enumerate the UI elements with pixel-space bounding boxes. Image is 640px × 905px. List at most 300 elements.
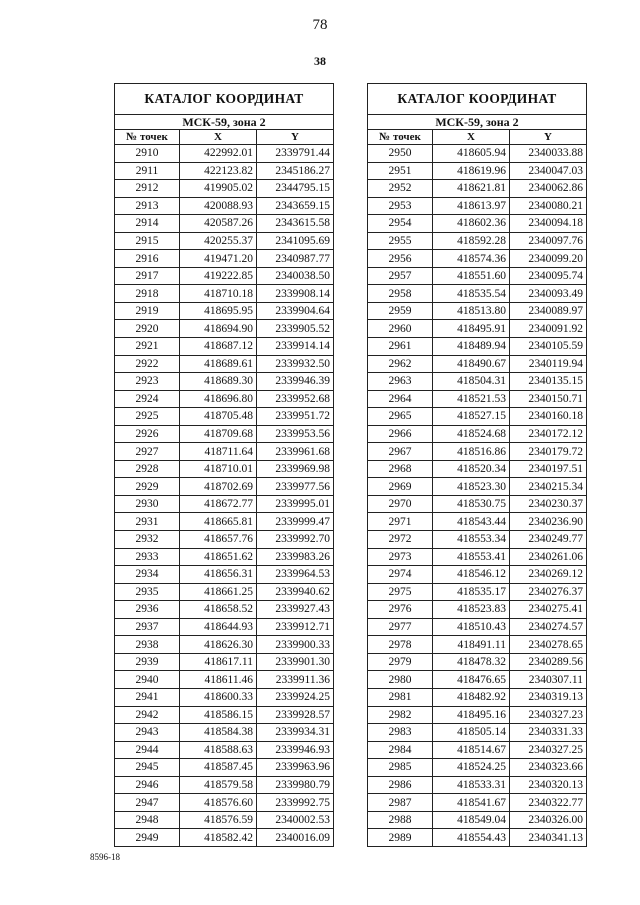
y-coordinate-cell: 2340261.06 xyxy=(510,548,587,566)
y-coordinate-cell: 2339964.53 xyxy=(257,566,334,584)
point-number-cell: 2950 xyxy=(368,145,433,163)
table-row xyxy=(115,724,334,742)
point-number-cell: 2943 xyxy=(115,724,180,742)
point-number-cell: 2959 xyxy=(368,302,433,320)
point-number-cell: 2932 xyxy=(115,531,180,549)
table-row xyxy=(368,180,587,198)
table-row xyxy=(368,794,587,812)
column-header-x: X xyxy=(180,130,257,145)
table-row xyxy=(115,145,334,163)
x-coordinate-cell: 418611.46 xyxy=(180,671,257,689)
x-coordinate-cell: 418523.83 xyxy=(433,601,510,619)
y-coordinate-cell: 2340323.66 xyxy=(510,759,587,777)
point-number-cell: 2948 xyxy=(115,811,180,829)
table-row xyxy=(115,197,334,215)
table-row xyxy=(115,162,334,180)
y-coordinate-cell: 2339999.47 xyxy=(257,513,334,531)
x-coordinate-cell: 420255.37 xyxy=(180,232,257,250)
table-row xyxy=(115,338,334,356)
y-coordinate-cell: 2340326.00 xyxy=(510,811,587,829)
table-row xyxy=(368,145,587,163)
table-row xyxy=(115,811,334,829)
point-number-cell: 2923 xyxy=(115,373,180,391)
y-coordinate-cell: 2340095.74 xyxy=(510,267,587,285)
point-number-cell: 2916 xyxy=(115,250,180,268)
table-row xyxy=(368,425,587,443)
y-coordinate-cell: 2340327.25 xyxy=(510,741,587,759)
point-number-cell: 2924 xyxy=(115,390,180,408)
x-coordinate-cell: 418524.25 xyxy=(433,759,510,777)
y-coordinate-cell: 2340172.12 xyxy=(510,425,587,443)
table-row xyxy=(115,250,334,268)
y-coordinate-cell: 2339901.30 xyxy=(257,653,334,671)
y-coordinate-cell: 2340987.77 xyxy=(257,250,334,268)
point-number-cell: 2958 xyxy=(368,285,433,303)
y-coordinate-cell: 2345186.27 xyxy=(257,162,334,180)
y-coordinate-cell: 2340119.94 xyxy=(510,355,587,373)
point-number-cell: 2970 xyxy=(368,495,433,513)
y-coordinate-cell: 2343659.15 xyxy=(257,197,334,215)
point-number-cell: 2911 xyxy=(115,162,180,180)
y-coordinate-cell: 2340278.65 xyxy=(510,636,587,654)
y-coordinate-cell: 2339908.14 xyxy=(257,285,334,303)
point-number-cell: 2918 xyxy=(115,285,180,303)
y-coordinate-cell: 2339983.26 xyxy=(257,548,334,566)
table-row xyxy=(368,548,587,566)
table-row xyxy=(115,215,334,233)
point-number-cell: 2954 xyxy=(368,215,433,233)
x-coordinate-cell: 418584.38 xyxy=(180,724,257,742)
x-coordinate-cell: 418490.67 xyxy=(433,355,510,373)
point-number-cell: 2983 xyxy=(368,724,433,742)
table-row xyxy=(368,566,587,584)
point-number-cell: 2961 xyxy=(368,338,433,356)
x-coordinate-cell: 418478.32 xyxy=(433,653,510,671)
x-coordinate-cell: 418644.93 xyxy=(180,618,257,636)
y-coordinate-cell: 2340089.97 xyxy=(510,302,587,320)
table-row xyxy=(368,408,587,426)
y-coordinate-cell: 2340197.51 xyxy=(510,460,587,478)
coordinate-system-zone: МСК-59, зона 2 xyxy=(115,115,334,130)
x-coordinate-cell: 418613.97 xyxy=(433,197,510,215)
point-number-cell: 2986 xyxy=(368,776,433,794)
table-row xyxy=(368,390,587,408)
table-row xyxy=(115,320,334,338)
x-coordinate-cell: 418710.18 xyxy=(180,285,257,303)
point-number-cell: 2975 xyxy=(368,583,433,601)
x-coordinate-cell: 418489.94 xyxy=(433,338,510,356)
x-coordinate-cell: 418587.45 xyxy=(180,759,257,777)
x-coordinate-cell: 418576.59 xyxy=(180,811,257,829)
table-row xyxy=(368,601,587,619)
y-coordinate-cell: 2341095.69 xyxy=(257,232,334,250)
x-coordinate-cell: 418710.01 xyxy=(180,460,257,478)
y-coordinate-cell: 2340179.72 xyxy=(510,443,587,461)
coordinate-catalog-table-left xyxy=(114,83,334,847)
table-row xyxy=(368,829,587,847)
x-coordinate-cell: 418696.80 xyxy=(180,390,257,408)
point-number-cell: 2977 xyxy=(368,618,433,636)
point-number-cell: 2957 xyxy=(368,267,433,285)
table-row xyxy=(115,408,334,426)
table-row xyxy=(368,478,587,496)
y-coordinate-cell: 2340215.34 xyxy=(510,478,587,496)
y-coordinate-cell: 2339992.75 xyxy=(257,794,334,812)
table-row xyxy=(115,443,334,461)
table-row xyxy=(115,355,334,373)
table-row xyxy=(368,741,587,759)
point-number-cell: 2917 xyxy=(115,267,180,285)
x-coordinate-cell: 418588.63 xyxy=(180,741,257,759)
y-coordinate-cell: 2339904.64 xyxy=(257,302,334,320)
point-number-cell: 2928 xyxy=(115,460,180,478)
x-coordinate-cell: 418665.81 xyxy=(180,513,257,531)
y-coordinate-cell: 2340099.20 xyxy=(510,250,587,268)
table-row xyxy=(115,741,334,759)
point-number-cell: 2980 xyxy=(368,671,433,689)
page-number: 78 xyxy=(312,17,328,33)
point-number-cell: 2974 xyxy=(368,566,433,584)
point-number-cell: 2940 xyxy=(115,671,180,689)
table-row xyxy=(368,618,587,636)
x-coordinate-cell: 418672.77 xyxy=(180,495,257,513)
x-coordinate-cell: 418535.54 xyxy=(433,285,510,303)
x-coordinate-cell: 418520.34 xyxy=(433,460,510,478)
point-number-cell: 2914 xyxy=(115,215,180,233)
x-coordinate-cell: 422992.01 xyxy=(180,145,257,163)
x-coordinate-cell: 418546.12 xyxy=(433,566,510,584)
x-coordinate-cell: 418617.11 xyxy=(180,653,257,671)
point-number-cell: 2946 xyxy=(115,776,180,794)
coordinate-catalog-table-right xyxy=(367,83,587,847)
x-coordinate-cell: 418651.62 xyxy=(180,548,257,566)
table-row xyxy=(368,373,587,391)
table-row xyxy=(115,688,334,706)
point-number-cell: 2971 xyxy=(368,513,433,531)
point-number-cell: 2964 xyxy=(368,390,433,408)
table-row xyxy=(115,706,334,724)
x-coordinate-cell: 418694.90 xyxy=(180,320,257,338)
y-coordinate-cell: 2339911.36 xyxy=(257,671,334,689)
point-number-cell: 2919 xyxy=(115,302,180,320)
y-coordinate-cell: 2340230.37 xyxy=(510,495,587,513)
catalog-title: КАТАЛОГ КООРДИНАТ xyxy=(368,84,587,115)
table-row xyxy=(115,373,334,391)
table-row xyxy=(368,531,587,549)
table-row xyxy=(115,829,334,847)
x-coordinate-cell: 419905.02 xyxy=(180,180,257,198)
x-coordinate-cell: 418491.11 xyxy=(433,636,510,654)
point-number-cell: 2969 xyxy=(368,478,433,496)
x-coordinate-cell: 418513.80 xyxy=(433,302,510,320)
x-coordinate-cell: 418576.60 xyxy=(180,794,257,812)
table-row xyxy=(368,302,587,320)
table-row xyxy=(115,601,334,619)
y-coordinate-cell: 2340327.23 xyxy=(510,706,587,724)
x-coordinate-cell: 418582.42 xyxy=(180,829,257,847)
table-row xyxy=(115,478,334,496)
point-number-cell: 2979 xyxy=(368,653,433,671)
y-coordinate-cell: 2340274.57 xyxy=(510,618,587,636)
y-coordinate-cell: 2339946.39 xyxy=(257,373,334,391)
table-row xyxy=(368,355,587,373)
x-coordinate-cell: 418505.14 xyxy=(433,724,510,742)
point-number-cell: 2956 xyxy=(368,250,433,268)
y-coordinate-cell: 2340135.15 xyxy=(510,373,587,391)
point-number-cell: 2953 xyxy=(368,197,433,215)
y-coordinate-cell: 2340091.92 xyxy=(510,320,587,338)
point-number-cell: 2936 xyxy=(115,601,180,619)
y-coordinate-cell: 2340038.50 xyxy=(257,267,334,285)
y-coordinate-cell: 2340047.03 xyxy=(510,162,587,180)
y-coordinate-cell: 2340289.56 xyxy=(510,653,587,671)
x-coordinate-cell: 418619.96 xyxy=(433,162,510,180)
catalog-title: КАТАЛОГ КООРДИНАТ xyxy=(115,84,334,115)
x-coordinate-cell: 420088.93 xyxy=(180,197,257,215)
column-header-point-number: № точек xyxy=(368,130,433,145)
x-coordinate-cell: 418553.34 xyxy=(433,531,510,549)
point-number-cell: 2985 xyxy=(368,759,433,777)
x-coordinate-cell: 418553.41 xyxy=(433,548,510,566)
y-coordinate-cell: 2340080.21 xyxy=(510,197,587,215)
x-coordinate-cell: 418657.76 xyxy=(180,531,257,549)
table-row xyxy=(115,759,334,777)
x-coordinate-cell: 418549.04 xyxy=(433,811,510,829)
y-coordinate-cell: 2340150.71 xyxy=(510,390,587,408)
point-number-cell: 2934 xyxy=(115,566,180,584)
x-coordinate-cell: 418605.94 xyxy=(433,145,510,163)
point-number-cell: 2981 xyxy=(368,688,433,706)
y-coordinate-cell: 2339951.72 xyxy=(257,408,334,426)
table-row xyxy=(368,583,587,601)
point-number-cell: 2935 xyxy=(115,583,180,601)
y-coordinate-cell: 2340341.13 xyxy=(510,829,587,847)
point-number-cell: 2967 xyxy=(368,443,433,461)
point-number-cell: 2960 xyxy=(368,320,433,338)
point-number-cell: 2944 xyxy=(115,741,180,759)
x-coordinate-cell: 418574.36 xyxy=(433,250,510,268)
table-row xyxy=(115,794,334,812)
table-row xyxy=(368,688,587,706)
x-coordinate-cell: 418495.16 xyxy=(433,706,510,724)
x-coordinate-cell: 418626.30 xyxy=(180,636,257,654)
column-header-y: Y xyxy=(257,130,334,145)
table-row xyxy=(368,232,587,250)
x-coordinate-cell: 418510.43 xyxy=(433,618,510,636)
table-row xyxy=(115,653,334,671)
y-coordinate-cell: 2339927.43 xyxy=(257,601,334,619)
table-row xyxy=(115,390,334,408)
y-coordinate-cell: 2340236.90 xyxy=(510,513,587,531)
y-coordinate-cell: 2339969.98 xyxy=(257,460,334,478)
y-coordinate-cell: 2339953.56 xyxy=(257,425,334,443)
y-coordinate-cell: 2340307.11 xyxy=(510,671,587,689)
table-row xyxy=(368,724,587,742)
table-row xyxy=(115,425,334,443)
table-row xyxy=(115,495,334,513)
point-number-cell: 2920 xyxy=(115,320,180,338)
point-number-cell: 2931 xyxy=(115,513,180,531)
table-row xyxy=(368,250,587,268)
y-coordinate-cell: 2343615.58 xyxy=(257,215,334,233)
point-number-cell: 2972 xyxy=(368,531,433,549)
x-coordinate-cell: 418541.67 xyxy=(433,794,510,812)
table-row xyxy=(115,267,334,285)
x-coordinate-cell: 418602.36 xyxy=(433,215,510,233)
x-coordinate-cell: 418514.67 xyxy=(433,741,510,759)
y-coordinate-cell: 2340269.12 xyxy=(510,566,587,584)
y-coordinate-cell: 2339914.14 xyxy=(257,338,334,356)
x-coordinate-cell: 418533.31 xyxy=(433,776,510,794)
table-row xyxy=(115,566,334,584)
x-coordinate-cell: 418711.64 xyxy=(180,443,257,461)
y-coordinate-cell: 2340033.88 xyxy=(510,145,587,163)
table-row xyxy=(368,267,587,285)
point-number-cell: 2973 xyxy=(368,548,433,566)
x-coordinate-cell: 418661.25 xyxy=(180,583,257,601)
table-row xyxy=(115,776,334,794)
y-coordinate-cell: 2340002.53 xyxy=(257,811,334,829)
table-row xyxy=(115,285,334,303)
table-row xyxy=(368,776,587,794)
y-coordinate-cell: 2339900.33 xyxy=(257,636,334,654)
y-coordinate-cell: 2339791.44 xyxy=(257,145,334,163)
y-coordinate-cell: 2340105.59 xyxy=(510,338,587,356)
point-number-cell: 2933 xyxy=(115,548,180,566)
point-number-cell: 2927 xyxy=(115,443,180,461)
table-row xyxy=(368,636,587,654)
table-row xyxy=(368,460,587,478)
table-row xyxy=(115,671,334,689)
x-coordinate-cell: 418521.53 xyxy=(433,390,510,408)
point-number-cell: 2910 xyxy=(115,145,180,163)
table-row xyxy=(115,180,334,198)
table-row xyxy=(115,232,334,250)
x-coordinate-cell: 418524.68 xyxy=(433,425,510,443)
point-number-cell: 2947 xyxy=(115,794,180,812)
point-number-cell: 2929 xyxy=(115,478,180,496)
point-number-cell: 2912 xyxy=(115,180,180,198)
x-coordinate-cell: 418523.30 xyxy=(433,478,510,496)
y-coordinate-cell: 2340276.37 xyxy=(510,583,587,601)
y-coordinate-cell: 2339940.62 xyxy=(257,583,334,601)
x-coordinate-cell: 418621.81 xyxy=(433,180,510,198)
x-coordinate-cell: 418579.58 xyxy=(180,776,257,794)
point-number-cell: 2949 xyxy=(115,829,180,847)
point-number-cell: 2926 xyxy=(115,425,180,443)
x-coordinate-cell: 418656.31 xyxy=(180,566,257,584)
table-row xyxy=(368,162,587,180)
y-coordinate-cell: 2339946.93 xyxy=(257,741,334,759)
x-coordinate-cell: 418709.68 xyxy=(180,425,257,443)
y-coordinate-cell: 2339905.52 xyxy=(257,320,334,338)
point-number-cell: 2987 xyxy=(368,794,433,812)
x-coordinate-cell: 418586.15 xyxy=(180,706,257,724)
x-coordinate-cell: 418600.33 xyxy=(180,688,257,706)
table-row xyxy=(368,443,587,461)
table-row xyxy=(115,302,334,320)
column-header-point-number: № точек xyxy=(115,130,180,145)
column-header-x: X xyxy=(433,130,510,145)
y-coordinate-cell: 2340094.18 xyxy=(510,215,587,233)
y-coordinate-cell: 2340093.49 xyxy=(510,285,587,303)
x-coordinate-cell: 418689.30 xyxy=(180,373,257,391)
point-number-cell: 2963 xyxy=(368,373,433,391)
x-coordinate-cell: 418658.52 xyxy=(180,601,257,619)
y-coordinate-cell: 2339961.68 xyxy=(257,443,334,461)
table-row xyxy=(368,671,587,689)
y-coordinate-cell: 2339912.71 xyxy=(257,618,334,636)
table-row xyxy=(115,548,334,566)
point-number-cell: 2939 xyxy=(115,653,180,671)
x-coordinate-cell: 418687.12 xyxy=(180,338,257,356)
y-coordinate-cell: 2339977.56 xyxy=(257,478,334,496)
point-number-cell: 2941 xyxy=(115,688,180,706)
point-number-cell: 2913 xyxy=(115,197,180,215)
point-number-cell: 2951 xyxy=(368,162,433,180)
table-row xyxy=(115,460,334,478)
point-number-cell: 2952 xyxy=(368,180,433,198)
point-number-cell: 2968 xyxy=(368,460,433,478)
x-coordinate-cell: 418702.69 xyxy=(180,478,257,496)
x-coordinate-cell: 418551.60 xyxy=(433,267,510,285)
column-header-y: Y xyxy=(510,130,587,145)
point-number-cell: 2978 xyxy=(368,636,433,654)
y-coordinate-cell: 2340160.18 xyxy=(510,408,587,426)
x-coordinate-cell: 418689.61 xyxy=(180,355,257,373)
point-number-cell: 2976 xyxy=(368,601,433,619)
sheet-number: 38 xyxy=(314,54,326,68)
y-coordinate-cell: 2339995.01 xyxy=(257,495,334,513)
point-number-cell: 2925 xyxy=(115,408,180,426)
x-coordinate-cell: 418516.86 xyxy=(433,443,510,461)
point-number-cell: 2942 xyxy=(115,706,180,724)
coordinate-system-zone: МСК-59, зона 2 xyxy=(368,115,587,130)
y-coordinate-cell: 2344795.15 xyxy=(257,180,334,198)
point-number-cell: 2984 xyxy=(368,741,433,759)
table-row xyxy=(368,513,587,531)
x-coordinate-cell: 418482.92 xyxy=(433,688,510,706)
point-number-cell: 2988 xyxy=(368,811,433,829)
y-coordinate-cell: 2339928.57 xyxy=(257,706,334,724)
x-coordinate-cell: 418592.28 xyxy=(433,232,510,250)
y-coordinate-cell: 2339952.68 xyxy=(257,390,334,408)
table-row xyxy=(368,811,587,829)
table-row xyxy=(368,759,587,777)
table-row xyxy=(115,513,334,531)
point-number-cell: 2989 xyxy=(368,829,433,847)
y-coordinate-cell: 2340322.77 xyxy=(510,794,587,812)
x-coordinate-cell: 418527.15 xyxy=(433,408,510,426)
x-coordinate-cell: 418530.75 xyxy=(433,495,510,513)
table-row xyxy=(368,653,587,671)
point-number-cell: 2945 xyxy=(115,759,180,777)
y-coordinate-cell: 2340275.41 xyxy=(510,601,587,619)
x-coordinate-cell: 422123.82 xyxy=(180,162,257,180)
y-coordinate-cell: 2339934.31 xyxy=(257,724,334,742)
y-coordinate-cell: 2340320.13 xyxy=(510,776,587,794)
point-number-cell: 2921 xyxy=(115,338,180,356)
x-coordinate-cell: 418476.65 xyxy=(433,671,510,689)
y-coordinate-cell: 2340319.13 xyxy=(510,688,587,706)
x-coordinate-cell: 418535.17 xyxy=(433,583,510,601)
document-code: 8596-18 xyxy=(90,852,120,862)
x-coordinate-cell: 418504.31 xyxy=(433,373,510,391)
table-row xyxy=(368,706,587,724)
y-coordinate-cell: 2340062.86 xyxy=(510,180,587,198)
point-number-cell: 2955 xyxy=(368,232,433,250)
y-coordinate-cell: 2339992.70 xyxy=(257,531,334,549)
